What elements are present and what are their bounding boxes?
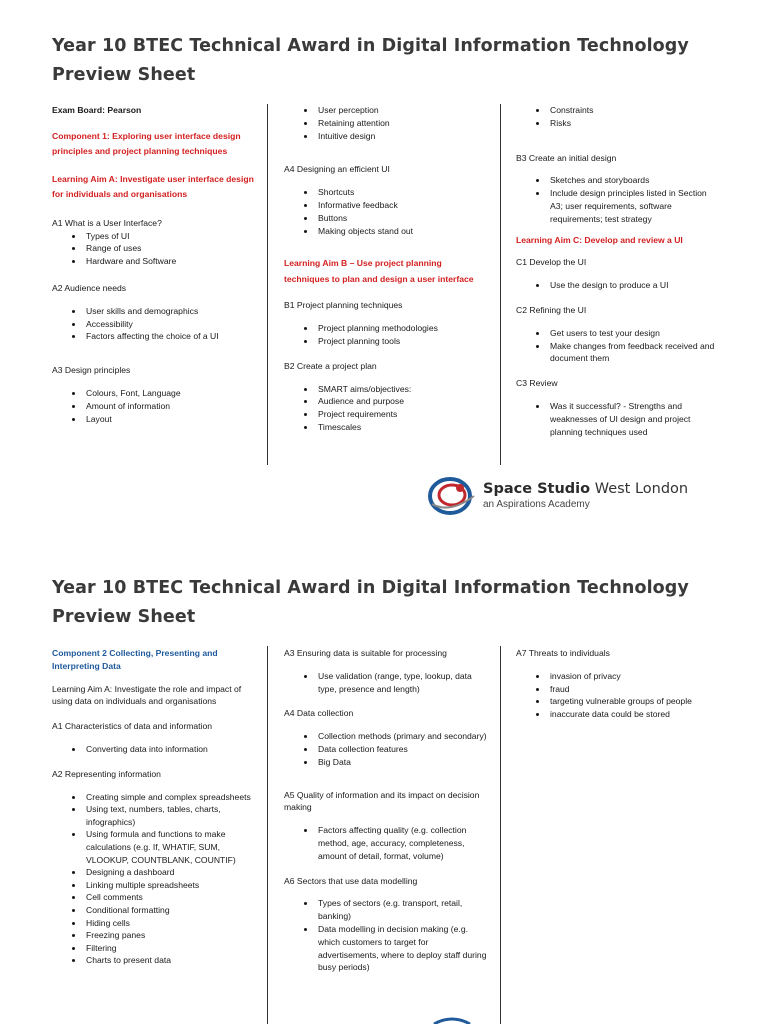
sheet1-column-2: [284, 104, 489, 434]
list-item: • Informative feedback: [316, 199, 489, 212]
a1-heading: A1 What is a User Interface?: [52, 217, 162, 228]
a6-list: [284, 897, 489, 974]
list-item: • Converting data into information: [84, 743, 256, 756]
logo-subtitle: an Aspirations Academy: [483, 499, 590, 510]
sheet2-title-line2: Preview Sheet: [52, 607, 196, 627]
b2-list: [284, 383, 489, 434]
learning-aim-a-heading: Learning Aim A: Investigate user interface design for individuals and organisations: [52, 173, 254, 200]
sheet1-column-3: [516, 104, 721, 438]
list-item: • Freezing panes: [84, 929, 256, 942]
list-item: • Make changes from feedback received and document them: [548, 340, 721, 366]
list-item: • Charts to present data: [84, 954, 256, 967]
a4-list: [284, 730, 489, 768]
c2-heading: C2 Refining the UI: [516, 304, 587, 315]
c1-heading: C1 Develop the UI: [516, 257, 587, 268]
list-item: • Types of UI: [84, 230, 256, 243]
sheet2-column-3: [516, 647, 721, 721]
a4-list: [284, 186, 489, 237]
list-item: • Hardware and Software: [84, 255, 256, 268]
list-item: • Project planning tools: [316, 335, 489, 348]
list-item: • Hiding cells: [84, 917, 256, 930]
component-2-heading: Component 2 Collecting, Presenting and Interpreting Data: [52, 648, 218, 671]
a2-list: [52, 305, 256, 343]
a2-list: [52, 791, 256, 967]
planning-list: [516, 104, 721, 130]
sheet1-title-line2: Preview Sheet: [52, 65, 196, 85]
list-item: • Factors affecting the choice of a UI: [84, 330, 256, 343]
list-item: • Project requirements: [316, 408, 489, 421]
a7-heading: A7 Threats to individuals: [516, 648, 610, 658]
logo-name: Space Studio West London: [483, 481, 689, 497]
a4-heading: A4 Designing an efficient UI: [284, 164, 390, 175]
b1-list: [284, 322, 489, 348]
list-item: • Get users to test your design: [548, 327, 721, 340]
a4-heading: A4 Data collection: [284, 708, 354, 719]
exam-board: Exam Board: Pearson: [52, 105, 142, 115]
list-item: • Layout: [84, 413, 256, 426]
list-item: • Using formula and functions to make calculations (e.g. If, WHATIF, SUM, VLOOKUP, COUNTBLANK, COUNTIF): [84, 828, 256, 866]
list-item: • Risks: [548, 117, 721, 130]
list-item: • Use the design to produce a UI: [548, 279, 721, 292]
partial-logo-icon: [432, 1016, 472, 1024]
column-divider: [500, 646, 501, 1024]
list-item: • Collection methods (primary and secondary): [316, 730, 489, 743]
list-item: • targeting vulnerable groups of people: [548, 695, 721, 708]
school-logo: [428, 474, 718, 518]
list-item: • Project planning methodologies: [316, 322, 489, 335]
list-item: • Filtering: [84, 942, 256, 955]
learning-aim-c-heading: Learning Aim C: Develop and review a UI: [516, 234, 683, 245]
list-item: • Creating simple and complex spreadsheets: [84, 791, 256, 804]
b2-heading: B2 Create a project plan: [284, 360, 377, 371]
list-item: • Intuitive design: [316, 130, 489, 143]
list-item: • Use validation (range, type, lookup, data type, presence and length): [316, 670, 489, 696]
list-item: • Colours, Font, Language: [84, 387, 256, 400]
a3-list: [284, 670, 489, 696]
list-item: • Audience and purpose: [316, 395, 489, 408]
b3-list: [516, 174, 721, 225]
a5-list: [284, 824, 489, 862]
sheet1-title-line1: Year 10 BTEC Technical Award in Digital Information Technology: [52, 36, 689, 56]
a1-heading: A1 Characteristics of data and information: [52, 721, 213, 732]
a2-heading: A2 Representing information: [52, 768, 161, 779]
sheet2-column-2: [284, 647, 489, 974]
sheet2-column-1: [52, 647, 256, 967]
a2-heading: A2 Audience needs: [52, 282, 127, 293]
list-item: • Conditional formatting: [84, 904, 256, 917]
space-studio-logo-icon: [428, 474, 480, 518]
list-item: • Factors affecting quality (e.g. collection method, age, accuracy, completeness, amount of detail, format, volume): [316, 824, 489, 862]
list-item: • fraud: [548, 683, 721, 696]
c3-list: [516, 400, 721, 438]
list-item: • Linking multiple spreadsheets: [84, 879, 256, 892]
c3-heading: C3 Review: [516, 378, 558, 389]
list-item: • Shortcuts: [316, 186, 489, 199]
list-item: • Data collection features: [316, 743, 489, 756]
list-item: • Data modelling in decision making (e.g. which customers to target for advertisements, where to deploy staff during busy periods): [316, 923, 489, 974]
c1-list: [516, 279, 721, 292]
a3-list: [52, 387, 256, 425]
list-item: • Making objects stand out: [316, 225, 489, 238]
sheet1-column-1: [52, 104, 256, 425]
sheet2-title-line1: Year 10 BTEC Technical Award in Digital Information Technology: [52, 578, 689, 598]
list-item: • invasion of privacy: [548, 670, 721, 683]
list-item: • Amount of information: [84, 400, 256, 413]
column-divider: [267, 104, 268, 465]
list-item: • Big Data: [316, 756, 489, 769]
column-divider: [267, 646, 268, 1024]
list-item: • Designing a dashboard: [84, 866, 256, 879]
b3-heading: B3 Create an initial design: [516, 152, 617, 163]
list-item: • Was it successful? - Strengths and weaknesses of UI design and project planning techniques used: [548, 400, 721, 438]
list-item: • Sketches and storyboards: [548, 174, 721, 187]
list-item: • Include design principles listed in Section A3; user requirements, software requirements; test strategy: [548, 187, 721, 225]
list-item: • inaccurate data could be stored: [548, 708, 721, 721]
list-item: • Retaining attention: [316, 117, 489, 130]
learning-aim-b-heading: Learning Aim B – Use project planning techniques to plan and design a user interface: [284, 258, 474, 284]
learning-aim-a-heading: Learning Aim A: Investigate the role and impact of using data on individuals and organisations: [52, 683, 242, 707]
list-item: • Buttons: [316, 212, 489, 225]
list-item: • Accessibility: [84, 318, 256, 331]
a3-heading: A3 Ensuring data is suitable for processing: [284, 648, 447, 658]
list-item: • SMART aims/objectives:: [316, 383, 489, 396]
list-item: • Constraints: [548, 104, 721, 117]
a3-heading: A3 Design principles: [52, 365, 131, 376]
a6-heading: A6 Sectors that use data modelling: [284, 875, 418, 886]
list-item: • Cell comments: [84, 891, 256, 904]
list-item: • Types of sectors (e.g. transport, retail, banking): [316, 897, 489, 923]
list-item: • Range of uses: [84, 242, 256, 255]
list-item: • User perception: [316, 104, 489, 117]
a1-list: [52, 743, 256, 756]
list-item: • User skills and demographics: [84, 305, 256, 318]
a5-heading: A5 Quality of information and its impact on decision making: [284, 789, 480, 813]
b1-heading: B1 Project planning techniques: [284, 300, 403, 311]
a7-list: [516, 670, 721, 721]
ui-design-list: [284, 104, 489, 142]
component-1-heading: Component 1: Exploring user interface design principles and project planning techniques: [52, 130, 241, 157]
a1-list: [52, 230, 256, 268]
column-divider: [500, 104, 501, 465]
list-item: • Timescales: [316, 421, 489, 434]
c2-list: [516, 327, 721, 365]
list-item: • Using text, numbers, tables, charts, infographics): [84, 803, 256, 828]
